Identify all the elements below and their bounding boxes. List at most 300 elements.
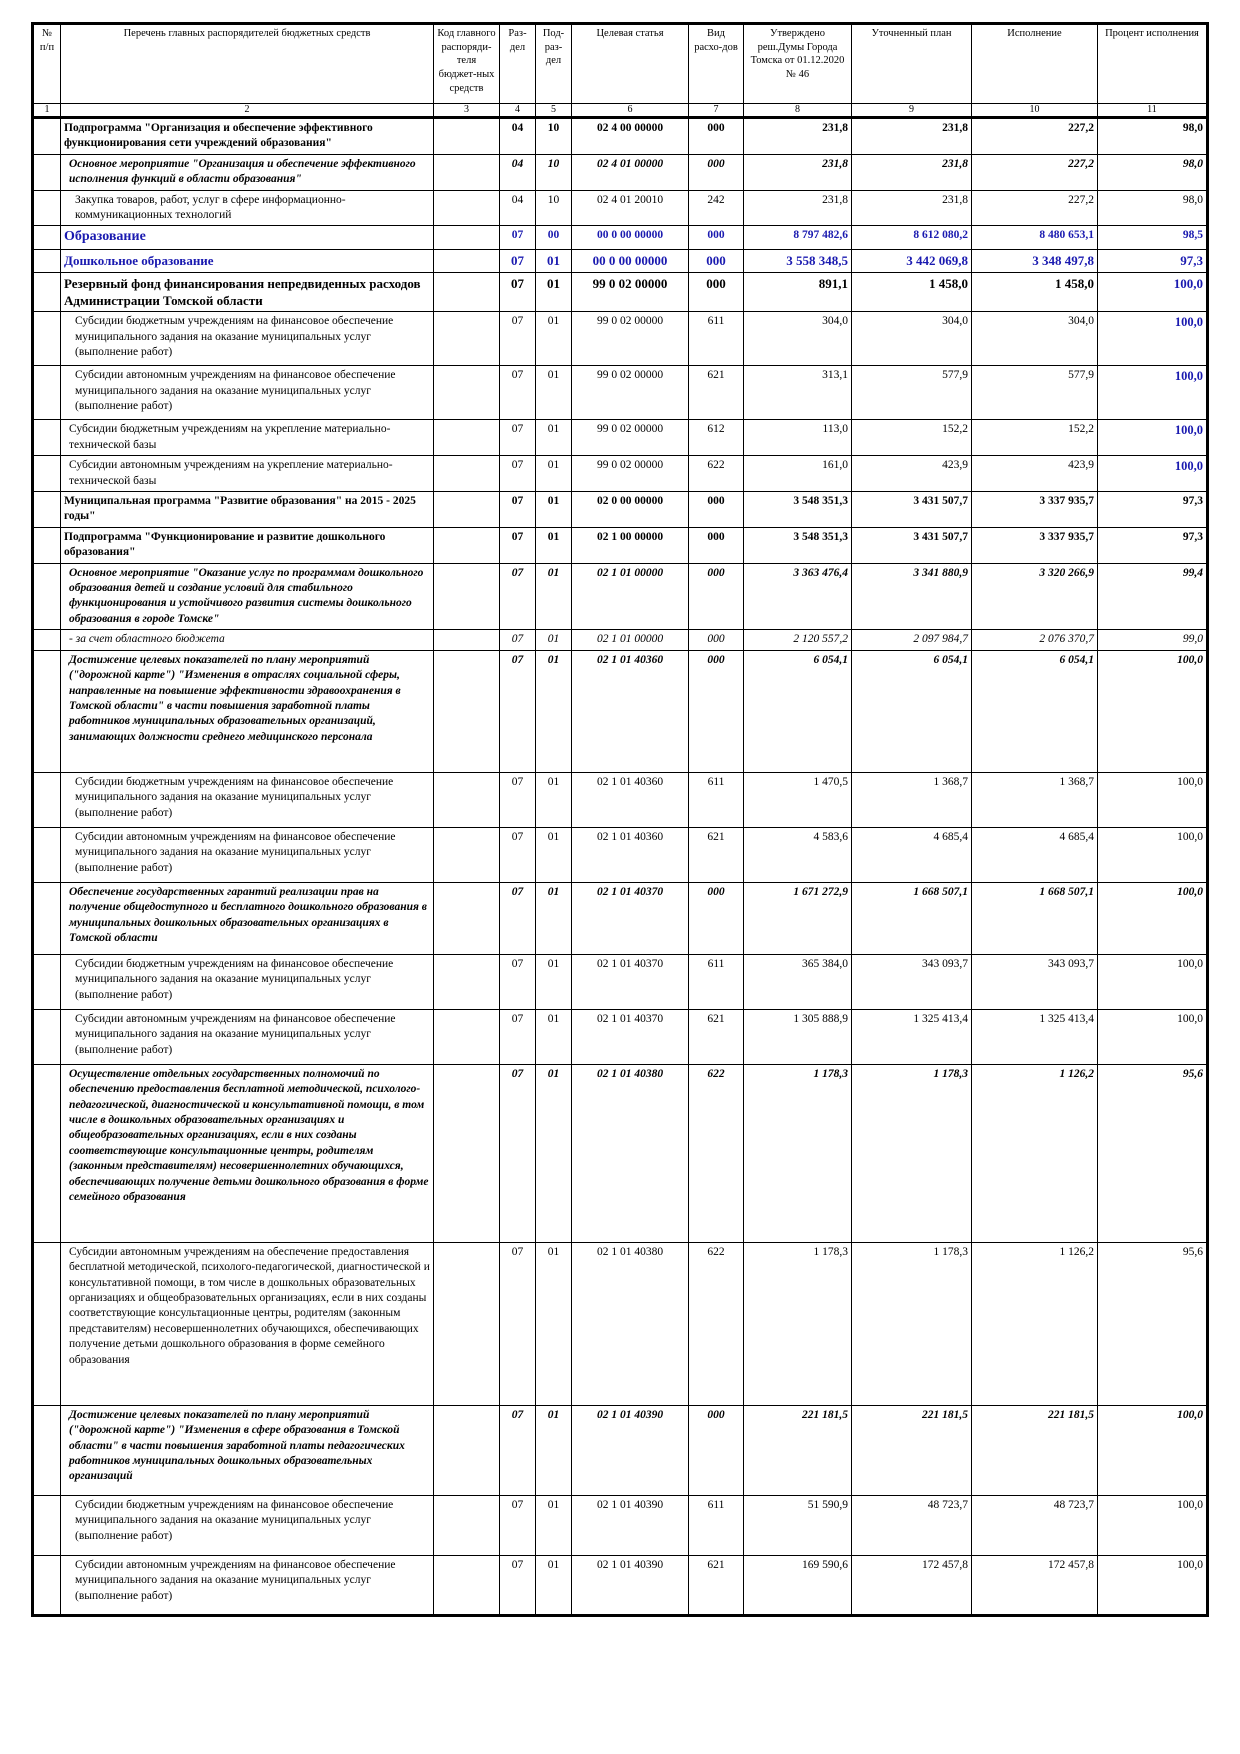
header-percent: Процент исполнения <box>1098 24 1208 104</box>
cell-podrazdel: 01 <box>536 1555 572 1615</box>
cell-vid: 000 <box>689 226 744 250</box>
cell-exec: 3 337 935,7 <box>972 492 1098 528</box>
cell-num <box>33 1064 61 1242</box>
header-name: Перечень главных распорядителей бюджетных средств <box>61 24 434 104</box>
cell-approved: 221 181,5 <box>744 1405 852 1495</box>
cell-razdel: 07 <box>500 312 536 366</box>
cell-approved: 313,1 <box>744 366 852 420</box>
cell-percent: 97,3 <box>1098 527 1208 563</box>
header-plan: Уточненный план <box>852 24 972 104</box>
column-number: 5 <box>536 104 572 118</box>
header-exec: Исполнение <box>972 24 1098 104</box>
cell-num <box>33 154 61 190</box>
cell-razdel: 07 <box>500 1242 536 1405</box>
table-row <box>33 366 1208 420</box>
cell-plan: 2 097 984,7 <box>852 630 972 650</box>
cell-name: Субсидии автономным учреждениям на укрепление материально-технической базы <box>61 456 434 492</box>
cell-vid: 000 <box>689 154 744 190</box>
cell-podrazdel: 01 <box>536 772 572 827</box>
cell-podrazdel: 01 <box>536 1064 572 1242</box>
cell-approved: 3 548 351,3 <box>744 527 852 563</box>
cell-target: 99 0 02 00000 <box>572 456 689 492</box>
cell-num <box>33 650 61 772</box>
cell-num <box>33 456 61 492</box>
cell-plan: 48 723,7 <box>852 1495 972 1555</box>
cell-razdel: 07 <box>500 1009 536 1064</box>
cell-approved: 1 178,3 <box>744 1064 852 1242</box>
cell-plan: 231,8 <box>852 190 972 226</box>
table-row <box>33 312 1208 366</box>
cell-percent: 100,0 <box>1098 1009 1208 1064</box>
cell-podrazdel: 01 <box>536 250 572 272</box>
table-row <box>33 1009 1208 1064</box>
cell-num <box>33 226 61 250</box>
cell-approved: 8 797 482,6 <box>744 226 852 250</box>
column-number: 11 <box>1098 104 1208 118</box>
table-row <box>33 154 1208 190</box>
cell-exec: 1 368,7 <box>972 772 1098 827</box>
table-body <box>33 118 1208 1616</box>
header-podrazdel: Под-раз-дел <box>536 24 572 104</box>
column-number: 4 <box>500 104 536 118</box>
cell-razdel: 07 <box>500 630 536 650</box>
cell-approved: 161,0 <box>744 456 852 492</box>
cell-razdel: 07 <box>500 1555 536 1615</box>
cell-exec: 3 337 935,7 <box>972 527 1098 563</box>
cell-vid: 621 <box>689 1009 744 1064</box>
cell-target: 99 0 02 00000 <box>572 366 689 420</box>
column-number: 6 <box>572 104 689 118</box>
table-row <box>33 250 1208 272</box>
cell-code <box>434 882 500 954</box>
cell-num <box>33 882 61 954</box>
cell-exec: 2 076 370,7 <box>972 630 1098 650</box>
cell-name: Субсидии автономным учреждениям на финансовое обеспечение муниципального задания на оказание муниципальных услуг (выполнение работ) <box>61 366 434 420</box>
cell-name: Дошкольное образование <box>61 250 434 272</box>
cell-vid: 000 <box>689 272 744 312</box>
cell-name: Субсидии бюджетным учреждениям на финансовое обеспечение муниципального задания на оказание муниципальных услуг (выполнение работ) <box>61 1495 434 1555</box>
cell-target: 02 4 00 00000 <box>572 118 689 155</box>
cell-vid: 622 <box>689 1242 744 1405</box>
cell-code <box>434 272 500 312</box>
cell-podrazdel: 00 <box>536 226 572 250</box>
cell-razdel: 04 <box>500 118 536 155</box>
cell-percent: 98,0 <box>1098 154 1208 190</box>
cell-exec: 227,2 <box>972 118 1098 155</box>
cell-razdel: 07 <box>500 226 536 250</box>
table-row <box>33 1242 1208 1405</box>
cell-num <box>33 492 61 528</box>
cell-target: 02 4 01 20010 <box>572 190 689 226</box>
cell-podrazdel: 10 <box>536 154 572 190</box>
cell-num <box>33 366 61 420</box>
cell-exec: 3 320 266,9 <box>972 563 1098 630</box>
cell-code <box>434 1064 500 1242</box>
cell-exec: 1 325 413,4 <box>972 1009 1098 1064</box>
cell-name: Субсидии бюджетным учреждениям на финансовое обеспечение муниципального задания на оказание муниципальных услуг (выполнение работ) <box>61 312 434 366</box>
column-number: 8 <box>744 104 852 118</box>
cell-exec: 8 480 653,1 <box>972 226 1098 250</box>
cell-plan: 4 685,4 <box>852 827 972 882</box>
cell-approved: 2 120 557,2 <box>744 630 852 650</box>
cell-exec: 1 668 507,1 <box>972 882 1098 954</box>
cell-num <box>33 312 61 366</box>
header-code: Код главного распоряди-теля бюджет-ных средств <box>434 24 500 104</box>
cell-vid: 000 <box>689 118 744 155</box>
cell-podrazdel: 01 <box>536 954 572 1009</box>
cell-razdel: 07 <box>500 772 536 827</box>
cell-num <box>33 630 61 650</box>
cell-vid: 000 <box>689 563 744 630</box>
column-number: 1 <box>33 104 61 118</box>
cell-name: Достижение целевых показателей по плану мероприятий ("дорожной карте") "Изменения в сфере образования в Томской области" в части повышения заработной платы педагогических работников муниципальных дошкольных образовательных организаций <box>61 1405 434 1495</box>
cell-razdel: 07 <box>500 366 536 420</box>
cell-plan: 172 457,8 <box>852 1555 972 1615</box>
cell-exec: 221 181,5 <box>972 1405 1098 1495</box>
table-row <box>33 772 1208 827</box>
table-row <box>33 563 1208 630</box>
cell-plan: 577,9 <box>852 366 972 420</box>
cell-percent: 100,0 <box>1098 954 1208 1009</box>
cell-vid: 611 <box>689 312 744 366</box>
cell-podrazdel: 01 <box>536 882 572 954</box>
cell-percent: 100,0 <box>1098 272 1208 312</box>
cell-exec: 577,9 <box>972 366 1098 420</box>
cell-percent: 100,0 <box>1098 420 1208 456</box>
column-number: 9 <box>852 104 972 118</box>
cell-podrazdel: 01 <box>536 827 572 882</box>
cell-percent: 100,0 <box>1098 1405 1208 1495</box>
cell-approved: 1 178,3 <box>744 1242 852 1405</box>
cell-code <box>434 1405 500 1495</box>
cell-vid: 622 <box>689 456 744 492</box>
header-razdel: Раз-дел <box>500 24 536 104</box>
cell-plan: 3 431 507,7 <box>852 527 972 563</box>
cell-approved: 1 671 272,9 <box>744 882 852 954</box>
cell-name: Достижение целевых показателей по плану мероприятий ("дорожной карте") "Изменения в отраслях социальной сферы, направленные на повышение эффективности здравоохранения в Томской области" в части повышения заработной платы работников муниципальных образовательных организаций, занимающих должности среднего медицинского персонала <box>61 650 434 772</box>
cell-name: Субсидии автономным учреждениям на обеспечение предоставления бесплатной методической, психолого-педагогической, диагностической и консультативной помощи, в том числе в дошкольных образовательных организациях и общеобразовательных организациях, если в них созданы соответствующие консультационные центры, родителям (законным представителям) несовершеннолетних обучающихся, обеспечивающих получение детьми дошкольного образования в форме семейного образования <box>61 1242 434 1405</box>
cell-plan: 3 431 507,7 <box>852 492 972 528</box>
table-row <box>33 527 1208 563</box>
cell-percent: 100,0 <box>1098 456 1208 492</box>
cell-podrazdel: 10 <box>536 190 572 226</box>
cell-target: 99 0 02 00000 <box>572 420 689 456</box>
cell-code <box>434 420 500 456</box>
cell-num <box>33 527 61 563</box>
cell-name: - за счет областного бюджета <box>61 630 434 650</box>
cell-podrazdel: 01 <box>536 1009 572 1064</box>
cell-razdel: 07 <box>500 650 536 772</box>
cell-razdel: 07 <box>500 272 536 312</box>
cell-plan: 152,2 <box>852 420 972 456</box>
cell-name: Основное мероприятие "Организация и обеспечение эффективного исполнения функций в области образования" <box>61 154 434 190</box>
cell-target: 02 4 01 00000 <box>572 154 689 190</box>
cell-name: Обеспечение государственных гарантий реализации прав на получение общедоступного и бесплатного дошкольного образования в муниципальных дошкольных образовательных организациях в Томской области <box>61 882 434 954</box>
cell-plan: 1 178,3 <box>852 1064 972 1242</box>
cell-podrazdel: 01 <box>536 1405 572 1495</box>
cell-percent: 100,0 <box>1098 312 1208 366</box>
cell-plan: 221 181,5 <box>852 1405 972 1495</box>
cell-target: 02 1 01 40380 <box>572 1064 689 1242</box>
header-num: № п/п <box>33 24 61 104</box>
cell-plan: 1 668 507,1 <box>852 882 972 954</box>
cell-podrazdel: 01 <box>536 366 572 420</box>
cell-target: 02 1 01 40370 <box>572 882 689 954</box>
cell-name: Субсидии бюджетным учреждениям на укрепление материально-технической базы <box>61 420 434 456</box>
cell-target: 02 0 00 00000 <box>572 492 689 528</box>
column-number: 2 <box>61 104 434 118</box>
cell-podrazdel: 01 <box>536 456 572 492</box>
cell-plan: 231,8 <box>852 154 972 190</box>
cell-code <box>434 190 500 226</box>
cell-razdel: 07 <box>500 250 536 272</box>
cell-approved: 1 470,5 <box>744 772 852 827</box>
cell-approved: 891,1 <box>744 272 852 312</box>
cell-code <box>434 226 500 250</box>
header-vid: Вид расхо-дов <box>689 24 744 104</box>
cell-percent: 100,0 <box>1098 1495 1208 1555</box>
cell-podrazdel: 01 <box>536 272 572 312</box>
cell-percent: 98,0 <box>1098 118 1208 155</box>
cell-percent: 100,0 <box>1098 1555 1208 1615</box>
cell-code <box>434 827 500 882</box>
cell-vid: 611 <box>689 1495 744 1555</box>
table-row <box>33 190 1208 226</box>
cell-razdel: 04 <box>500 154 536 190</box>
cell-exec: 6 054,1 <box>972 650 1098 772</box>
cell-exec: 304,0 <box>972 312 1098 366</box>
column-number: 7 <box>689 104 744 118</box>
table-row <box>33 630 1208 650</box>
table-row <box>33 420 1208 456</box>
cell-plan: 3 341 880,9 <box>852 563 972 630</box>
budget-table <box>31 22 1209 1617</box>
column-number: 3 <box>434 104 500 118</box>
cell-approved: 231,8 <box>744 118 852 155</box>
header-approved: Утверждено реш.Думы Города Томска от 01.12.2020 № 46 <box>744 24 852 104</box>
table-row <box>33 1555 1208 1615</box>
cell-code <box>434 630 500 650</box>
cell-approved: 169 590,6 <box>744 1555 852 1615</box>
cell-num <box>33 827 61 882</box>
header-target: Целевая статья <box>572 24 689 104</box>
cell-vid: 000 <box>689 650 744 772</box>
cell-approved: 1 305 888,9 <box>744 1009 852 1064</box>
cell-percent: 100,0 <box>1098 882 1208 954</box>
cell-razdel: 07 <box>500 492 536 528</box>
cell-percent: 100,0 <box>1098 650 1208 772</box>
cell-razdel: 07 <box>500 420 536 456</box>
cell-percent: 95,6 <box>1098 1242 1208 1405</box>
cell-code <box>434 563 500 630</box>
cell-vid: 611 <box>689 954 744 1009</box>
cell-percent: 99,0 <box>1098 630 1208 650</box>
column-number-row <box>33 104 1208 118</box>
cell-exec: 423,9 <box>972 456 1098 492</box>
cell-target: 00 0 00 00000 <box>572 226 689 250</box>
cell-plan: 8 612 080,2 <box>852 226 972 250</box>
cell-podrazdel: 01 <box>536 492 572 528</box>
cell-num <box>33 118 61 155</box>
cell-target: 02 1 01 40390 <box>572 1495 689 1555</box>
table-row <box>33 492 1208 528</box>
cell-target: 02 1 01 40380 <box>572 1242 689 1405</box>
cell-vid: 000 <box>689 492 744 528</box>
cell-num <box>33 250 61 272</box>
header-row <box>33 24 1208 104</box>
cell-approved: 304,0 <box>744 312 852 366</box>
cell-code <box>434 154 500 190</box>
cell-code <box>434 312 500 366</box>
cell-exec: 1 126,2 <box>972 1242 1098 1405</box>
cell-podrazdel: 01 <box>536 650 572 772</box>
cell-num <box>33 190 61 226</box>
cell-razdel: 07 <box>500 527 536 563</box>
cell-vid: 612 <box>689 420 744 456</box>
table-row <box>33 882 1208 954</box>
cell-target: 00 0 00 00000 <box>572 250 689 272</box>
cell-plan: 1 325 413,4 <box>852 1009 972 1064</box>
table-row <box>33 1405 1208 1495</box>
table-row <box>33 118 1208 155</box>
cell-podrazdel: 01 <box>536 312 572 366</box>
cell-code <box>434 1495 500 1555</box>
cell-name: Субсидии автономным учреждениям на финансовое обеспечение муниципального задания на оказание муниципальных услуг (выполнение работ) <box>61 1009 434 1064</box>
cell-approved: 231,8 <box>744 190 852 226</box>
cell-name: Субсидии бюджетным учреждениям на финансовое обеспечение муниципального задания на оказание муниципальных услуг (выполнение работ) <box>61 772 434 827</box>
cell-exec: 48 723,7 <box>972 1495 1098 1555</box>
cell-razdel: 07 <box>500 1405 536 1495</box>
cell-approved: 6 054,1 <box>744 650 852 772</box>
cell-approved: 51 590,9 <box>744 1495 852 1555</box>
cell-plan: 304,0 <box>852 312 972 366</box>
cell-podrazdel: 01 <box>536 527 572 563</box>
cell-razdel: 07 <box>500 563 536 630</box>
cell-name: Подпрограмма "Организация и обеспечение эффективного функционирования сети учреждений образования" <box>61 118 434 155</box>
cell-code <box>434 456 500 492</box>
cell-exec: 1 458,0 <box>972 272 1098 312</box>
cell-plan: 1 458,0 <box>852 272 972 312</box>
table-row <box>33 1064 1208 1242</box>
cell-podrazdel: 01 <box>536 563 572 630</box>
cell-num <box>33 563 61 630</box>
cell-podrazdel: 01 <box>536 1242 572 1405</box>
cell-name: Субсидии бюджетным учреждениям на финансовое обеспечение муниципального задания на оказание муниципальных услуг (выполнение работ) <box>61 954 434 1009</box>
cell-num <box>33 420 61 456</box>
cell-name: Субсидии автономным учреждениям на финансовое обеспечение муниципального задания на оказание муниципальных услуг (выполнение работ) <box>61 827 434 882</box>
cell-vid: 000 <box>689 250 744 272</box>
cell-code <box>434 492 500 528</box>
cell-razdel: 07 <box>500 456 536 492</box>
cell-vid: 000 <box>689 630 744 650</box>
cell-num <box>33 1555 61 1615</box>
cell-percent: 97,3 <box>1098 492 1208 528</box>
table-row <box>33 226 1208 250</box>
cell-razdel: 07 <box>500 827 536 882</box>
cell-approved: 3 558 348,5 <box>744 250 852 272</box>
cell-code <box>434 772 500 827</box>
cell-target: 02 1 01 40360 <box>572 827 689 882</box>
cell-name: Подпрограмма "Функционирование и развитие дошкольного образования" <box>61 527 434 563</box>
cell-target: 02 1 00 00000 <box>572 527 689 563</box>
cell-name: Резервный фонд финансирования непредвиденных расходов Администрации Томской области <box>61 272 434 312</box>
table-row <box>33 1495 1208 1555</box>
cell-vid: 611 <box>689 772 744 827</box>
cell-podrazdel: 01 <box>536 630 572 650</box>
table-row <box>33 827 1208 882</box>
cell-podrazdel: 10 <box>536 118 572 155</box>
cell-vid: 000 <box>689 1405 744 1495</box>
cell-num <box>33 1495 61 1555</box>
cell-approved: 3 548 351,3 <box>744 492 852 528</box>
cell-vid: 000 <box>689 527 744 563</box>
cell-razdel: 07 <box>500 882 536 954</box>
cell-plan: 423,9 <box>852 456 972 492</box>
cell-code <box>434 954 500 1009</box>
cell-code <box>434 1242 500 1405</box>
cell-code <box>434 250 500 272</box>
cell-name: Образование <box>61 226 434 250</box>
cell-vid: 621 <box>689 366 744 420</box>
cell-exec: 172 457,8 <box>972 1555 1098 1615</box>
cell-percent: 100,0 <box>1098 366 1208 420</box>
cell-plan: 3 442 069,8 <box>852 250 972 272</box>
cell-target: 02 1 01 40370 <box>572 1009 689 1064</box>
cell-target: 99 0 02 00000 <box>572 272 689 312</box>
cell-target: 02 1 01 40360 <box>572 650 689 772</box>
cell-target: 02 1 01 40390 <box>572 1555 689 1615</box>
cell-exec: 1 126,2 <box>972 1064 1098 1242</box>
cell-razdel: 04 <box>500 190 536 226</box>
cell-razdel: 07 <box>500 954 536 1009</box>
table-row <box>33 272 1208 312</box>
cell-vid: 242 <box>689 190 744 226</box>
cell-target: 02 1 01 00000 <box>572 563 689 630</box>
cell-num <box>33 772 61 827</box>
cell-plan: 1 368,7 <box>852 772 972 827</box>
cell-percent: 98,0 <box>1098 190 1208 226</box>
cell-exec: 4 685,4 <box>972 827 1098 882</box>
cell-name: Муниципальная программа "Развитие образования" на 2015 - 2025 годы" <box>61 492 434 528</box>
cell-target: 02 1 01 00000 <box>572 630 689 650</box>
table-row <box>33 954 1208 1009</box>
cell-code <box>434 1009 500 1064</box>
cell-code <box>434 650 500 772</box>
cell-target: 02 1 01 40360 <box>572 772 689 827</box>
cell-name: Субсидии автономным учреждениям на финансовое обеспечение муниципального задания на оказание муниципальных услуг (выполнение работ) <box>61 1555 434 1615</box>
cell-num <box>33 954 61 1009</box>
cell-name: Осуществление отдельных государственных полномочий по обеспечению предоставления бесплатной методической, психолого-педагогической, диагностической и консультативной помощи, в том числе в дошкольных образовательных организациях и общеобразовательных организациях, если в них созданы соответствующие консультационные центры, родителям (законным представителям) несовершеннолетних обучающихся, обеспечивающих получение детьми дошкольного образования в форме семейного образования <box>61 1064 434 1242</box>
cell-exec: 3 348 497,8 <box>972 250 1098 272</box>
cell-plan: 1 178,3 <box>852 1242 972 1405</box>
cell-approved: 231,8 <box>744 154 852 190</box>
cell-percent: 98,5 <box>1098 226 1208 250</box>
cell-vid: 622 <box>689 1064 744 1242</box>
cell-vid: 000 <box>689 882 744 954</box>
cell-razdel: 07 <box>500 1495 536 1555</box>
cell-approved: 4 583,6 <box>744 827 852 882</box>
cell-plan: 231,8 <box>852 118 972 155</box>
cell-num <box>33 1009 61 1064</box>
cell-percent: 100,0 <box>1098 772 1208 827</box>
cell-podrazdel: 01 <box>536 1495 572 1555</box>
cell-podrazdel: 01 <box>536 420 572 456</box>
cell-percent: 95,6 <box>1098 1064 1208 1242</box>
cell-vid: 621 <box>689 827 744 882</box>
table-row <box>33 456 1208 492</box>
cell-razdel: 07 <box>500 1064 536 1242</box>
cell-name: Закупка товаров, работ, услуг в сфере информационно-коммуникационных технологий <box>61 190 434 226</box>
